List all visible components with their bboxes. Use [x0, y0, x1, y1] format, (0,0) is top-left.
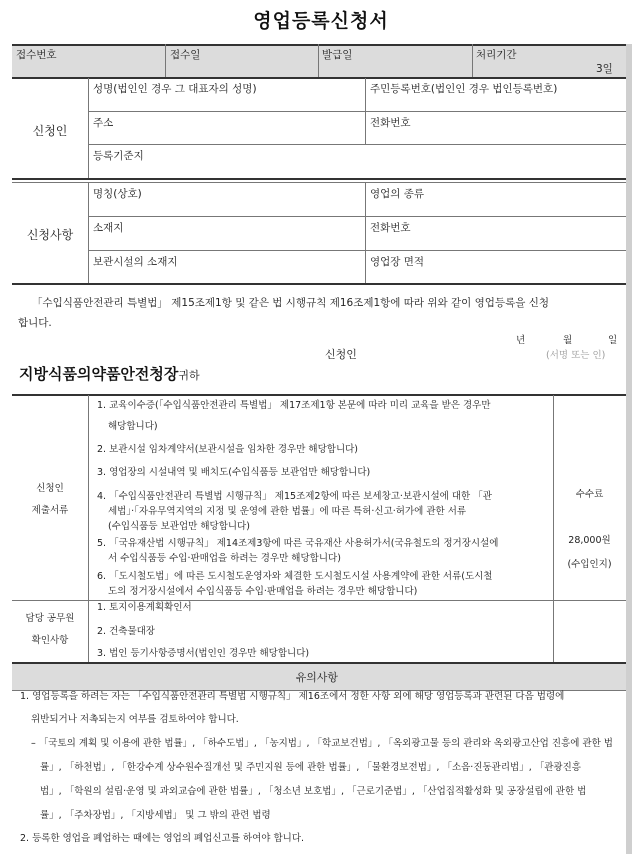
application-section-label: 신청사항 [26, 228, 74, 242]
date-month: 월 [563, 335, 573, 346]
statement-line-2: 합니다. [18, 317, 52, 329]
applicant-section-label: 신청인 [32, 124, 68, 138]
applicant-regno-field[interactable]: 주민등록번호(법인인 경우 법인등록번호) [370, 83, 558, 95]
document-item-6b: 도의 정거장시설에서 수입식품등 수입·판매업을 하려는 경우만 해당합니다) [108, 586, 418, 597]
official-label-line-2: 확인사항 [31, 635, 69, 646]
fee-label: 수수료 [575, 489, 604, 500]
processing-period-label: 처리기간 [476, 49, 517, 61]
note-line-5: 법」, 「학원의 설립·운영 및 과외교습에 관한 법률」, 「청소년 보호법」, 「근로기준법」, 「산업집적활성화 및 공장설립에 관한 법 [40, 786, 587, 797]
company-name-field[interactable]: 명칭(상호) [93, 188, 142, 200]
fee-note: (수입인지) [567, 559, 612, 570]
document-item-4b: 세법」·「자유무역지역의 지정 및 운영에 관한 법률」에 따른 특허·신고·허가에 관한 서류 [108, 506, 467, 517]
official-label [12, 608, 88, 652]
official-item-1: 1. 토지이용계획확인서 [97, 602, 192, 613]
official-item-3: 3. 법인 등기사항증명서(법인인 경우만 해당합니다) [97, 648, 310, 659]
document-item-5b: 서 수입식품등 수입·판매업을 하려는 경우만 해당합니다) [108, 553, 341, 564]
processing-period-value: 3일 [596, 63, 613, 75]
business-area-field[interactable]: 영업장 면적 [370, 256, 425, 268]
applicant-phone-field[interactable]: 전화번호 [370, 117, 411, 129]
document-item-1a: 1. 교육이수증(「수입식품안전관리 특별법」 제17조제1항 본문에 따라 미리 교육을 받은 경우만 [97, 400, 491, 411]
note-line-7: 2. 등록한 영업을 폐업하는 때에는 영업의 폐업신고를 하여야 합니다. [20, 833, 305, 844]
document-item-6a: 6. 「도시철도법」에 따른 도시철도운영자와 체결한 도시철도시설 사용계약에 관한 서류(도시철 [97, 571, 493, 582]
documents-label-line-1: 신청인 [36, 483, 64, 494]
applicant-signature-label: 신청인 [325, 348, 357, 361]
note-line-1: 1. 영업등록을 하려는 자는 「수입식품안전관리 특별법 시행규칙」 제16조에서 정한 사항 외에 해당 영업등록과 관련된 다음 법령에 [20, 691, 565, 702]
statement-line-1: 「수입식품안전관리 특별법」 제15조제1항 및 같은 법 시행규칙 제16조제1항에 따라 위와 같이 영업등록을 신청 [32, 297, 549, 309]
receipt-row [12, 44, 626, 77]
note-line-4: 률」, 「하천법」, 「한강수계 상수원수질개선 및 주민지원 등에 관한 법률」, 「물환경보전법」, 「소음·진동관리법」, 「관광진흥 [40, 762, 581, 773]
date-year: 년 [516, 335, 526, 346]
receipt-number-label: 접수번호 [16, 49, 57, 61]
notes-header: 유의사항 [295, 671, 338, 684]
note-line-6: 률」, 「주차장법」, 「지방세법」 및 그 밖의 관련 법령 [40, 810, 271, 821]
note-line-2: 위반되거나 저촉되는지 여부를 검토하여야 합니다. [31, 714, 239, 725]
document-item-5a: 5. 「국유재산법 시행규칙」 제14조제3항에 따른 국유재산 사용허가서(국유철도의 정거장시설에 [97, 538, 499, 549]
form-title: 영업등록신청서 [253, 10, 389, 32]
official-item-2: 2. 건축물대장 [97, 626, 155, 637]
document-item-4a: 4. 「수입식품안전관리 특별법 시행규칙」 제15조제2항에 따른 보세창고·보관시설에 대한 「관 [97, 491, 492, 502]
receipt-date-label: 접수일 [170, 49, 201, 61]
business-type-field[interactable]: 영업의 종류 [370, 188, 425, 200]
storage-location-field[interactable]: 보관시설의 소재지 [93, 256, 178, 268]
recipient-name: 지방식품의약품안전청장 [19, 365, 179, 383]
documents-label-line-2: 제출서류 [31, 505, 69, 516]
official-label-line-1: 담당 공무원 [25, 613, 75, 624]
page-shadow [626, 44, 632, 854]
recipient [19, 363, 200, 384]
business-location-field[interactable]: 소재지 [93, 222, 124, 234]
business-phone-field[interactable]: 전화번호 [370, 222, 411, 234]
issue-date-label: 발급일 [322, 49, 353, 61]
document-item-2: 2. 보관시설 임차계약서(보관시설을 임차한 경우만 해당합니다) [97, 444, 359, 455]
applicant-base-field[interactable]: 등록기준지 [93, 150, 144, 162]
document-item-3: 3. 영업장의 시설내역 및 배치도(수입식품등 보관업만 해당합니다) [97, 467, 371, 478]
document-item-1b: 해당합니다) [108, 421, 158, 432]
fee-amount: 28,000원 [568, 535, 611, 546]
recipient-suffix: 귀하 [178, 369, 200, 382]
applicant-address-field[interactable]: 주소 [93, 117, 114, 129]
applicant-name-field[interactable]: 성명(법인인 경우 그 대표자의 성명) [93, 83, 257, 95]
signature-placeholder[interactable]: (서명 또는 인) [546, 350, 606, 361]
date-day: 일 [608, 335, 618, 346]
note-line-3: – 「국토의 계획 및 이용에 관한 법률」, 「하수도법」, 「농지법」, 「학교보건법」, 「옥외광고물 등의 관리와 옥외광고산업 진흥에 관한 법 [31, 738, 613, 749]
document-item-4c: (수입식품등 보관업만 해당합니다) [108, 521, 250, 532]
documents-label [12, 478, 88, 522]
